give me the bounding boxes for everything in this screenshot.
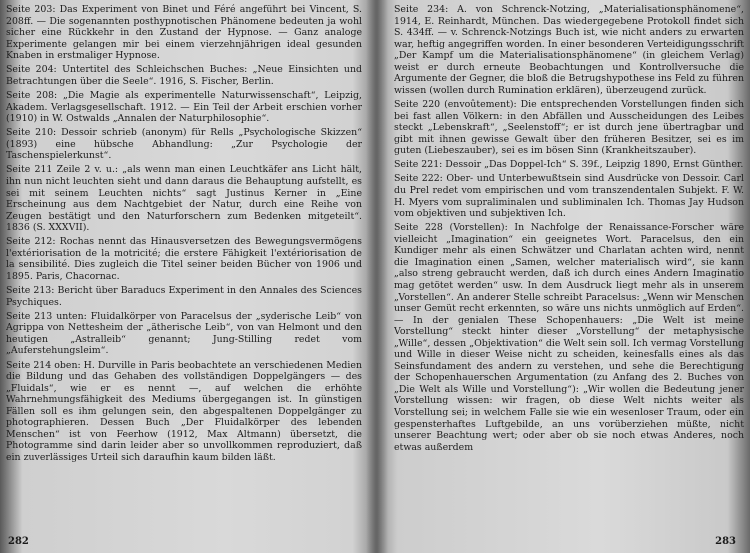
right-paragraph: Seite 228 (Vorstellen): In Nachfolge der Renaissance-Forscher wäre vielleicht „Imagination“ ein geeignetes Wort. Paracelsus, den ein Kundiger mehr als einen Schwätzer und Charlatan achten wird, nennt die Imagination einen „Samen, welcher materialisch wird“, sie kann „also streng gebraucht werden, daß ich durch eines Andern Imaginatio mag getötet werden“ usw. In dem Ausdruck liegt mehr als in unserem „Vorstellen“. An anderer Stelle schreibt Paracelsus: „Wenn wir Menschen unser Gemüt recht erkennten, so wäre uns nichts unmöglich auf Erden“. — In der genialen These Schopenhauers: „Die Welt ist meine Vorstellung“ steckt hinter dieser „Vorstellung“ der metaphysische „Wille“, dessen „Objektivation“ die Welt sein soll. Ich vermag Vorstellung und Wille in dieser Weise nicht zu scheiden, keinesfalls eines als das Seinsfundament des andern zu verstehen, und sehe die Berechtigung der Schopenhauerschen Argumentation (zu Anfang des 2. Buches von „Die Welt als Wille und Vorstellung“): „Wir wollen die Bedeutung jener Vorstellung wissen: wir fragen, ob diese Welt nichts weiter als Vorstellung sei; in welchem Falle sie wie ein wesenloser Traum, oder ein gespensterhaftes Luftgebilde, an uns vorüberziehen müßte, nicht unserer Beachtung wert; oder aber ob sie noch etwas Anderes, noch etwas außerdem [394,222,744,453]
left-paragraph: Seite 208: „Die Magie als experimentelle Naturwissenschaft“, Leipzig, Akadem. Verlagsgesellschaft. 1912. — Ein Teil der Arbeit erschien vorher (1910) in W. Ostwalds „Annalen der Naturphilosophie“. [6,90,362,125]
left-paragraph: Seite 210: Dessoir schrieb (anonym) für Rells „Psychologische Skizzen“ (1893) eine hübsche Abhandlung: „Zur Psychologie der Taschenspielerkunst“. [6,127,362,162]
left-paragraph: Seite 214 oben: H. Durville in Paris beobachtete an verschiedenen Medien die Bildung und das Gehaben des vollständigen Doppelgängers — des „Fluidals“, wie er es nennt —, auf welchen die erhöhte Wahrnehmungsfähigkeit des Mediums übergegangen ist. In günstigen Fällen soll es ihm gelungen sein, den abgespaltenen Doppelgänger zu photographieren. Dessen Buch „Der Fluidalkörper des lebenden Menschen“ ist von Feerhow (1912, Max Altmann) übersetzt, die Photogramme sind darin leider aber so unvollkommen reproduziert, daß ein zuverlässiges Urteil sich daraufhin kaum bilden läßt. [6,359,362,463]
right-page-number: 283 [715,536,736,547]
left-paragraph: Seite 212: Rochas nennt das Hinausversetzen des Bewegungsvermögens l'extériorisation de la motricité; die erstere Fähigkeit l'extériorisation de la sensibilité. Dies zugleich die Titel seiner beiden Bücher von 1906 und 1895. Paris, Chacornac. [6,236,362,282]
left-page-number: 282 [8,536,29,547]
right-paragraph: Seite 222: Ober- und Unterbewußtsein sind Ausdrücke von Dessoir. Carl du Prel redet vom empirischen und vom transzendentalen Subjekt. F. W. H. Myers vom supraliminalen und subliminalen Ich. Thomas Jay Hudson vom objektiven und subjektiven Ich. [394,173,744,220]
left-paragraph: Seite 204: Untertitel des Schleichschen Buches: „Neue Einsichten und Betrachtungen über die Seele“. 1916, S. Fischer, Berlin. [6,64,362,87]
left-paragraph: Seite 213: Bericht über Baraducs Experiment in den Annales des Sciences Psychiques. [6,285,362,308]
right-page [394,4,744,549]
left-page [6,4,362,549]
right-paragraph: Seite 234: A. von Schrenck-Notzing, „Materialisationsphänomene“, 1914, E. Reinhardt, München. Das wiedergegebene Protokoll findet sich S. 434ff. — v. Schrenck-Notzings Buch ist, wie nicht anders zu erwarten war, heftig angegriffen worden. In einer besonderen Verteidigungsschrift „Der Kampf um die Materialisationsphänomene“ (in gleichem Verlag) weist er durch erneute Beobachtungen und Kontrollversuche die Argumente der Gegner, die bloß die Betrugshypothese ins Feld zu führen wissen (wollen durch Rumination erklären), überzeugend zurück. [394,4,744,96]
left-paragraph: Seite 203: Das Experiment von Binet und Féré angeführt bei Vincent, S. 208ff. — Die sogenannten posthypnotischen Phänomene bedeuten ja wohl sicher eine Rückkehr in den Zustand der Hypnose. — Ganz analoge Experimente gelangen mir bei einem vierzehnjährigen ideal gesunden Knaben in erstmaliger Hypnose. [6,4,362,62]
right-paragraph: Seite 220 (envoûtement): Die entsprechenden Vorstellungen finden sich bei fast allen Völkern: in den Abfällen und Ausscheidungen des Leibes steckt „Lebenskraft“, „Seelenstoff“; er ist durch jene übertragbar und gibt mit ihnen gewisse Gewalt über den früheren Besitzer, sei es im guten (Liebeszauber), sei es im bösen Sinn (Krankheitszauber). [394,98,744,157]
right-paragraph: Seite 221: Dessoir „Das Doppel-Ich“ S. 39f., Leipzig 1890, Ernst Günther. [394,159,744,171]
left-paragraph: Seite 211 Zeile 2 v. u.: „als wenn man einen Leuchtkäfer ans Licht hält, ihn nun nicht leuchten sieht und dann daraus die Behauptung aufstellt, es sei mit seinem Leuchten nichts“ sagt Justinus Kerner in „Eine Erscheinung aus dem Nachtgebiet der Natur, durch eine Reihe von Zeugen bestätigt und den Naturforschern zum Bedenken mitgeteilt“. 1836 (S. XXXVII). [6,164,362,234]
left-paragraph: Seite 213 unten: Fluidalkörper von Paracelsus der „syderische Leib“ von Agrippa von Nettesheim der „ätherische Leib“, von van Helmont und den heutigen „Astralleib“ genannt; Jung-Stilling redet vom „Auferstehungsleim“. [6,310,362,357]
book-gutter [366,0,388,553]
